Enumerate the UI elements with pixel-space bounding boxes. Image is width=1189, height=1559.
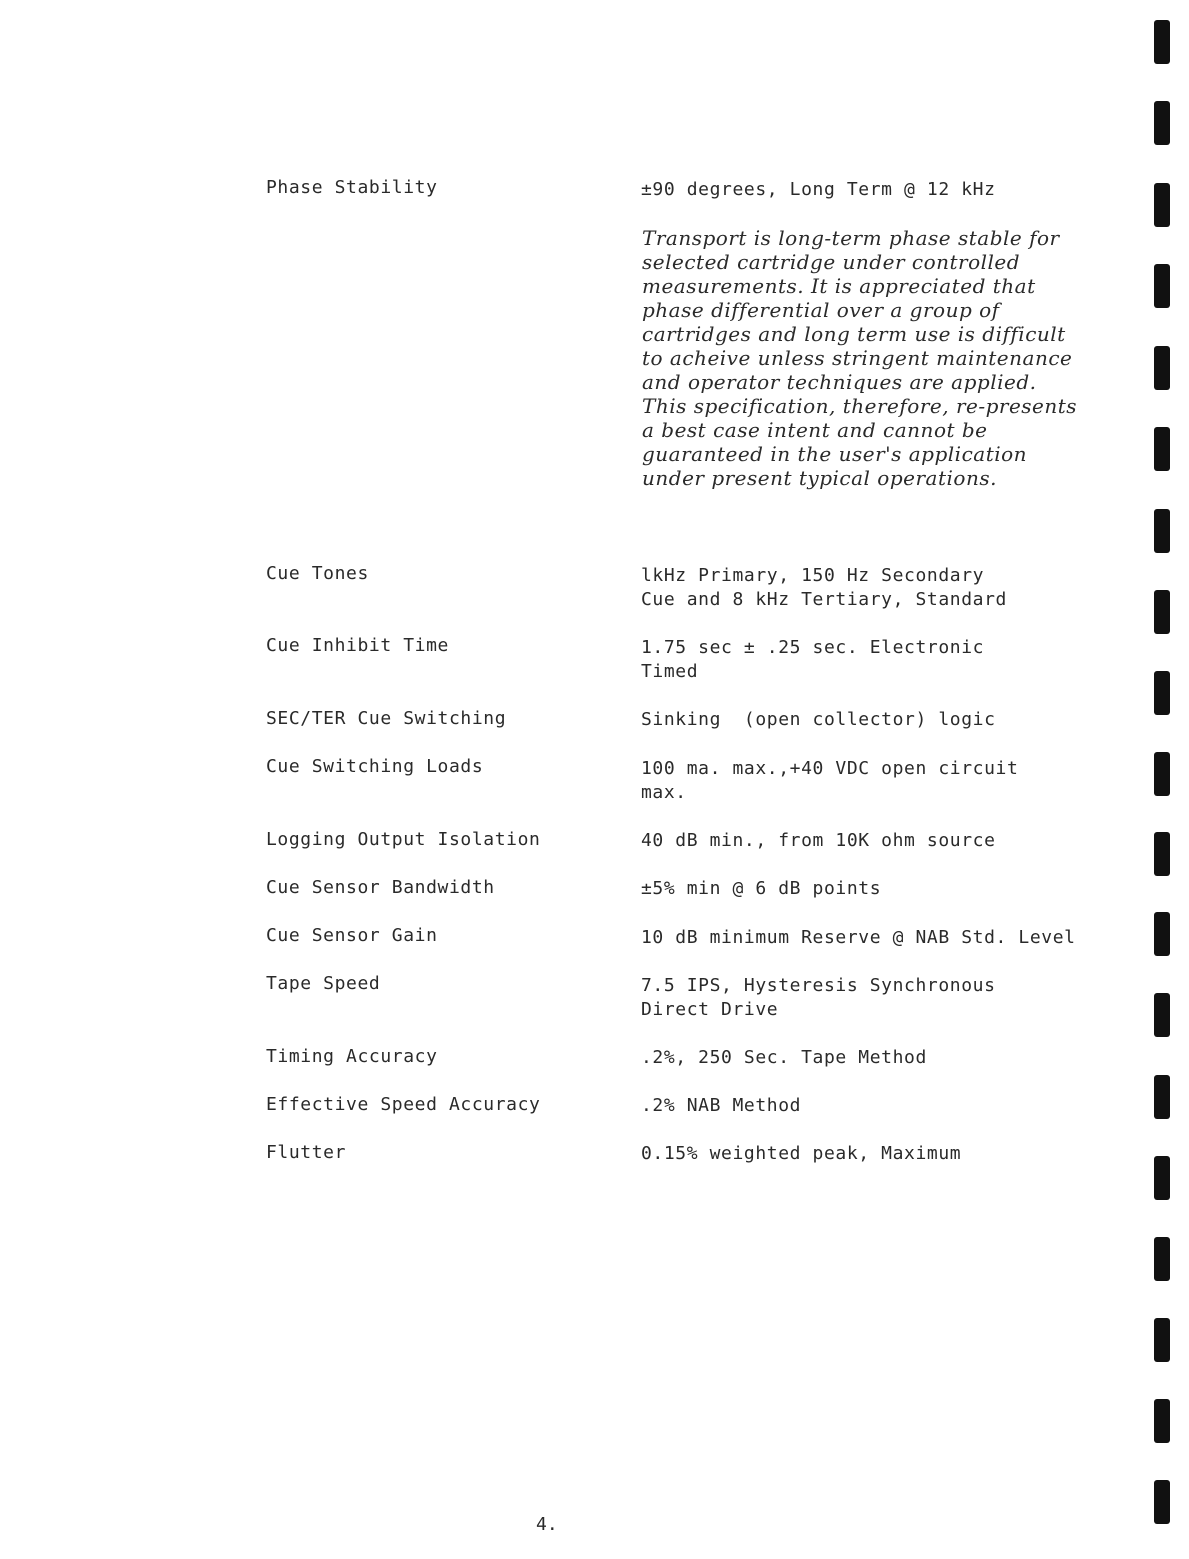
binding-hole [1154,509,1170,553]
spec-label-flutter: Flutter [266,1142,347,1163]
binding-hole [1154,427,1170,471]
spec-value-flutter: 0.15% weighted peak, Maximum [641,1143,962,1164]
spec-value-cue-sensor-gain: 10 dB minimum Reserve @ NAB Std. Level [641,927,1076,948]
binding-hole [1154,101,1170,145]
spec-label-phase-stability: Phase Stability [266,177,438,198]
spec-value-cue-switching-loads: 100 ma. max.,+40 VDC open circuit max. [641,758,1019,803]
binding-hole [1154,590,1170,634]
spec-label-cue-inhibit-time: Cue Inhibit Time [266,635,449,656]
spec-label-cue-tones: Cue Tones [266,563,369,584]
binding-hole [1154,346,1170,390]
binding-hole [1154,264,1170,308]
spec-label-logging-output-isolation: Logging Output Isolation [266,829,541,850]
spec-label-tape-speed: Tape Speed [266,973,381,994]
spec-value-cue-tones: lkHz Primary, 150 Hz Secondary Cue and 8 kHz Tertiary, Standard [641,565,1007,610]
binding-hole [1154,1318,1170,1362]
binding-hole [1154,183,1170,227]
binding-hole [1154,1156,1170,1200]
binding-holes [1151,0,1175,1559]
binding-hole [1154,832,1170,876]
binding-hole [1154,752,1170,796]
spec-label-cue-switching-loads: Cue Switching Loads [266,756,484,777]
spec-value-cue-inhibit-time: 1.75 sec ± .25 sec. Electronic Timed [641,637,985,682]
binding-hole [1154,1399,1170,1443]
spec-value-sec-ter-cue-switching: Sinking (open collector) logic [641,709,996,730]
spec-value-cue-sensor-bandwidth: ±5% min @ 6 dB points [641,878,882,899]
spec-label-effective-speed-accuracy: Effective Speed Accuracy [266,1094,541,1115]
phase-stability-note: Transport is long-term phase stable for selected cartridge under controlled measurements. It is appreciated that phase differential over a group of cartridges and long term use is difficult to acheive unless stringent maintenance and operator techniques are applied. This specification, therefore, re-presents a best case intent and cannot be guaranteed in the user's application under present typical operations. [642,226,1078,490]
binding-hole [1154,1237,1170,1281]
page-number: 4. [536,1514,558,1535]
spec-label-timing-accuracy: Timing Accuracy [266,1046,438,1067]
spec-label-sec-ter-cue-switching: SEC/TER Cue Switching [266,708,507,729]
spec-label-cue-sensor-gain: Cue Sensor Gain [266,925,438,946]
binding-hole [1154,20,1170,64]
spec-value-tape-speed: 7.5 IPS, Hysteresis Synchronous Direct Drive [641,975,996,1020]
spec-value-effective-speed-accuracy: .2% NAB Method [641,1095,802,1116]
binding-hole [1154,993,1170,1037]
binding-hole [1154,1480,1170,1524]
binding-hole [1154,1075,1170,1119]
spec-value-logging-output-isolation: 40 dB min., from 10K ohm source [641,830,996,851]
spec-label-cue-sensor-bandwidth: Cue Sensor Bandwidth [266,877,495,898]
binding-hole [1154,671,1170,715]
spec-value-timing-accuracy: .2%, 250 Sec. Tape Method [641,1047,927,1068]
spec-value-phase-stability: ±90 degrees, Long Term @ 12 kHz [641,179,996,200]
binding-hole [1154,912,1170,956]
